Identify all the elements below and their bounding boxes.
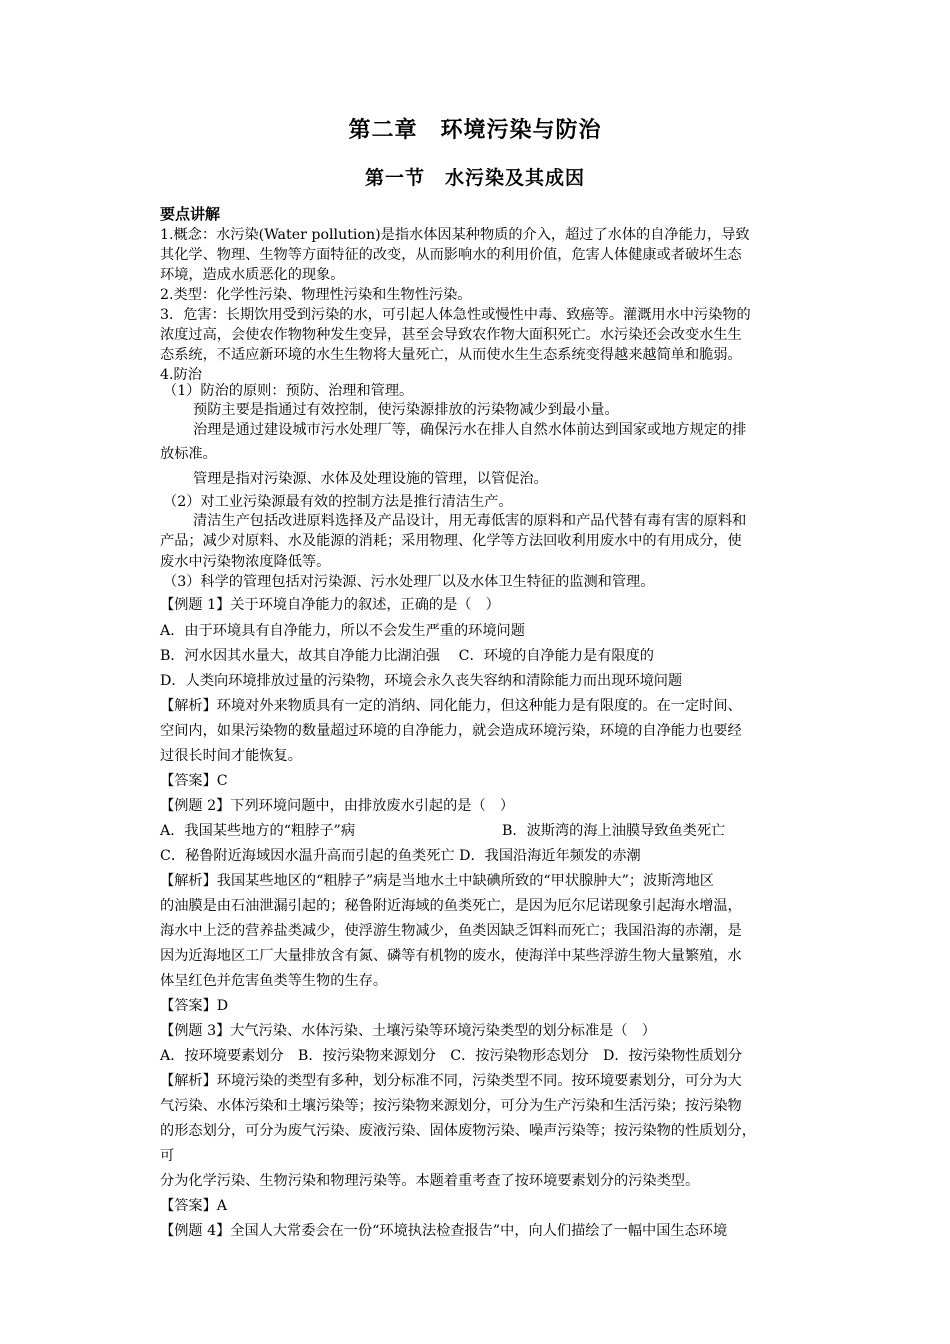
paragraph-line: 态系统，不适应新环境的水生生物将大量死亡，从而使水生生态系统变得越来越简单和脆弱。 — [160, 347, 742, 363]
answer-line: 【答案】D — [160, 998, 229, 1014]
answer-option: A．我国某些地方的“粗脖子”病 — [160, 823, 356, 839]
analysis-line: 的形态划分，可分为废气污染、废液污染、固体废物污染、噪声污染等；按污染物的性质划分， — [160, 1123, 756, 1139]
analysis-line: 可 — [160, 1148, 175, 1164]
paragraph-line: （2）对工业污染源最有效的控制方法是推行清洁生产。 — [163, 494, 513, 510]
answer-option: B．河水因其水量大，故其自净能力比湖泊强 C．环境的自净能力是有限度的 — [160, 648, 654, 664]
analysis-line: 【解析】环境对外来物质具有一定的消纳、同化能力，但这种能力是有限度的。在一定时间、 — [160, 698, 742, 714]
paragraph-line: （3）科学的管理包括对污染源、污水处理厂以及水体卫生特征的监测和管理。 — [163, 574, 655, 590]
key-points-heading: 要点讲解 — [160, 205, 221, 223]
analysis-line: 空间内，如果污染物的数量超过环境的自净能力，就会造成环境污染，环境的自净能力也要经 — [160, 723, 742, 739]
answer-line: 【答案】A — [160, 1198, 227, 1214]
paragraph-line: 浓度过高，会使农作物物种发生变异，甚至会导致农作物大面积死亡。水污染还会改变水生生 — [160, 327, 742, 343]
paragraph-line: 放标准。 — [160, 446, 217, 462]
paragraph-line: 废水中污染物浓度降低等。 — [160, 554, 331, 570]
analysis-line: 【解析】环境污染的类型有多种，划分标准不同，污染类型不同。按环境要素划分，可分为大 — [160, 1073, 742, 1089]
example-question: 【例题 2】下列环境问题中，由排放废水引起的是（ ） — [160, 798, 515, 814]
answer-option: D．人类向环境排放过量的污染物，环境会永久丧失容纳和清除能力而出现环境问题 — [160, 673, 683, 689]
paragraph-line: 4.防治 — [160, 367, 202, 383]
example-question: 【例题 4】全国人大常委会在一份“环境执法检查报告”中，向人们描绘了一幅中国生态环境 — [160, 1223, 728, 1239]
analysis-line: 过很长时间才能恢复。 — [160, 748, 302, 764]
answer-line: 【答案】C — [160, 773, 228, 789]
paragraph-line: 治理是通过建设城市污水处理厂等，确保污水在排人自然水体前达到国家或地方规定的排 — [193, 422, 747, 438]
analysis-line: 分为化学污染、生物污染和物理污染等。本题着重考查了按环境要素划分的污染类型。 — [160, 1173, 700, 1189]
analysis-line: 气污染、水体污染和土壤污染等；按污染物来源划分，可分为生产污染和生活污染；按污染物 — [160, 1098, 742, 1114]
example-question: 【例题 1】关于环境自净能力的叙述，正确的是（ ） — [160, 597, 500, 613]
analysis-line: 的油膜是由石油泄漏引起的；秘鲁附近海域的鱼类死亡，是因为厄尔尼诺现象引起海水增温， — [160, 898, 742, 914]
paragraph-line: 清洁生产包括改进原料选择及产品设计，用无毒低害的原料和产品代替有毒有害的原料和 — [193, 513, 747, 529]
section-title: 第一节 水污染及其成因 — [364, 167, 585, 189]
answer-option: A．按环境要素划分 B．按污染物来源划分 C．按污染物形态划分 D．按污染物性质划分 — [160, 1048, 743, 1064]
paragraph-line: 3．危害：长期饮用受到污染的水，可引起人体急性或慢性中毒、致癌等。灌溉用水中污染物的 — [160, 307, 751, 323]
example-question: 【例题 3】大气污染、水体污染、土壤污染等环境污染类型的划分标准是（ ） — [160, 1023, 656, 1039]
paragraph-line: 管理是指对污染源、水体及处理设施的管理，以管促治。 — [193, 471, 548, 487]
analysis-line: 体呈红色并危害鱼类等生物的生存。 — [160, 973, 388, 989]
analysis-line: 【解析】我国某些地区的“粗脖子”病是当地水土中缺碘所致的“甲状腺肿大”；波斯湾地区 — [160, 873, 714, 889]
paragraph-line: 预防主要是指通过有效控制，使污染源排放的污染物减少到最小量。 — [193, 402, 619, 418]
analysis-line: 因为近海地区工厂大量排放含有氮、磷等有机物的废水，使海洋中某些浮游生物大量繁殖，水 — [160, 948, 742, 964]
analysis-line: 海水中上泛的营养盐类减少，使浮游生物减少，鱼类因缺乏饵料而死亡；我国沿海的赤潮，是 — [160, 923, 742, 939]
paragraph-line: 其化学、物理、生物等方面特征的改变，从而影响水的利用价值，危害人体健康或者破坏生态 — [160, 247, 742, 263]
paragraph-line: 2.类型：化学性污染、物理性污染和生物性污染。 — [160, 287, 472, 303]
answer-option: C．秘鲁附近海域因水温升高而引起的鱼类死亡 D．我国沿海近年频发的赤潮 — [160, 848, 641, 864]
answer-option: B．波斯湾的海上油膜导致鱼类死亡 — [502, 823, 726, 839]
chapter-title: 第二章 环境污染与防治 — [348, 118, 602, 143]
answer-option: A．由于环境具有自净能力，所以不会发生严重的环境问题 — [160, 623, 525, 639]
paragraph-line: 1.概念：水污染(Water pollution)是指水体因某种物质的介入，超过了水体的自净能力，导致 — [160, 227, 750, 243]
paragraph-line: 产品；减少对原料、水及能源的消耗；采用物理、化学等方法回收利用废水中的有用成分，使 — [160, 533, 742, 549]
paragraph-line: （1）防治的原则：预防、治理和管理。 — [163, 383, 414, 399]
paragraph-line: 环境，造成水质恶化的现象。 — [160, 267, 345, 283]
